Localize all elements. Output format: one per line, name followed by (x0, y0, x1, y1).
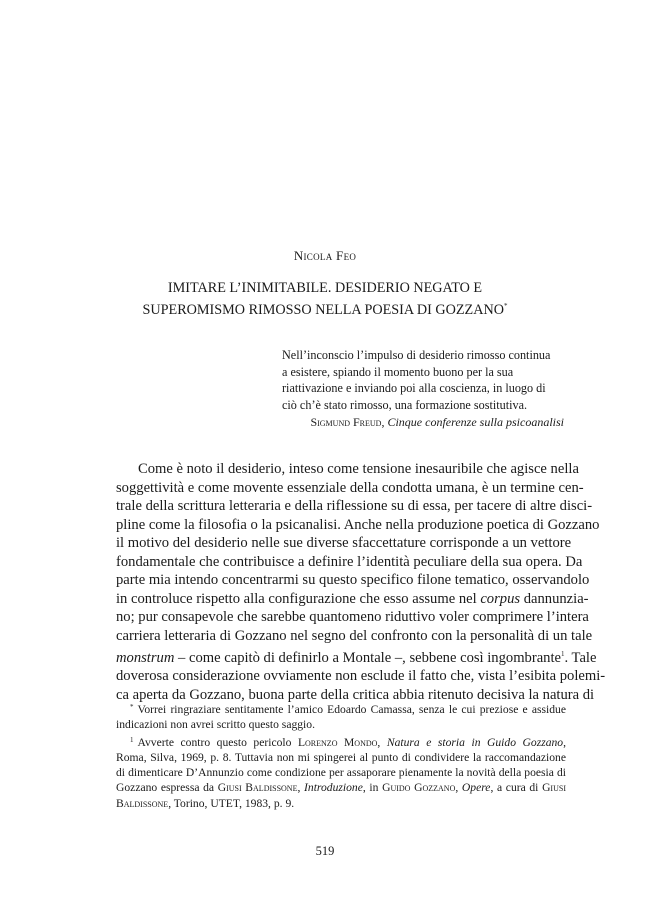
footnote-line: di dimenticare D’Annunzio come condizione per assaporare pienamente la novità della poesia di (116, 766, 566, 780)
footnote-ref: 1 (561, 650, 565, 658)
footnote-line: indicazioni non avrei scritto questo saggio. (116, 718, 315, 732)
italic-term: corpus (480, 590, 521, 607)
footnote-line: Gozzano espressa da Giusi Baldissone, Introduzione, in Guido Gozzano, Opere, a cura di Giusi (116, 781, 566, 795)
epigraph (282, 347, 564, 431)
body-line: parte mia intendo concentrarmi su questo specifico filone tematico, osservandolo (116, 572, 590, 588)
body-line: monstrum – come capitò di definirlo a Montale –, sebbene così ingombrante$^1$. Tale (116, 649, 597, 666)
footnote-mark: 1 (130, 735, 134, 744)
footnote-line: Baldissone, Torino, UTET, 1983, p. 9. (116, 796, 295, 810)
title-line-1: IMITARE L’INIMITABILE. DESIDERIO NEGATO E (167, 280, 483, 296)
title-line-2: SUPEROMISMO RIMOSSO NELLA POESIA DI GOZZANO* (142, 302, 508, 318)
body-text (116, 460, 606, 704)
footnote-mark: * (130, 703, 134, 711)
body-line: doverosa considerazione ovviamente non esclude il fatto che, vista l’esibita polemi- (116, 668, 606, 685)
page-number: 519 (315, 844, 335, 858)
title-note-mark: * (503, 302, 508, 310)
italic-term: monstrum (116, 649, 175, 666)
footnotes (116, 700, 566, 811)
body-line: pline come la filosofia o la psicanalisi. Anche nella produzione poetica di Gozzano (116, 516, 600, 533)
epigraph-source-work: Cinque conferenze sulla psicoanalisi (387, 414, 564, 429)
footnote-line: $^1$ Avverte contro questo pericolo Lorenzo Mondo, Natura e storia in Guido Gozzano, (130, 735, 567, 749)
epigraph-line: Nell’inconscio l’impulso di desiderio rimosso continua (282, 348, 551, 362)
author-name: Nicola Feo (293, 248, 357, 263)
body-line: ca aperta da Gozzano, buona parte della critica abbia ritenuto decisiva la natura di (116, 686, 595, 703)
body-line: trale della scrittura letteraria e della riflessione su di essa, per tacere di altre disci- (116, 498, 593, 514)
body-line: in controluce rispetto alla configurazione che esso assume nel corpus dannunzia- (116, 590, 589, 607)
body-line: no; pur consapevole che sarebbe quantomeno riduttivo voler comprimere l’intera (116, 609, 589, 625)
body-line: soggettività e come movente essenziale della condotta umana, è un termine cen- (116, 479, 584, 496)
epigraph-line: ciò ch’è stato rimosso, una formazione sostitutiva. (282, 398, 528, 413)
body-line: Come è noto il desiderio, inteso come tensione inesauribile che agisce nella (138, 461, 579, 477)
article-title (100, 279, 550, 319)
body-line: il motivo del desiderio nelle sue diverse sfaccettature corrisponde a un vettore (116, 535, 572, 551)
epigraph-source: Sigmund Freud, Cinque conferenze sulla psicoanalisi (310, 414, 564, 429)
epigraph-line: a esistere, spiando il momento buono per la sua (282, 364, 514, 379)
footnote-line: Roma, Silva, 1969, p. 8. Tuttavia non mi spingerei al punto di condividere la raccomandazione (116, 750, 566, 764)
footnote-line: * Vorrei ringraziare sentitamente l’amico Edoardo Camassa, senza le cui preziose e assidue (130, 703, 566, 716)
epigraph-source-author: Sigmund Freud (310, 414, 382, 429)
body-line: carriera letteraria di Gozzano nel segno del confronto con la personalità di un tale (116, 627, 593, 644)
epigraph-line: riattivazione e inviando poi alla coscienza, in luogo di (282, 381, 546, 396)
body-line: fondamentale che contribuisce a definire l’identità peculiare della sua opera. Da (116, 553, 583, 570)
